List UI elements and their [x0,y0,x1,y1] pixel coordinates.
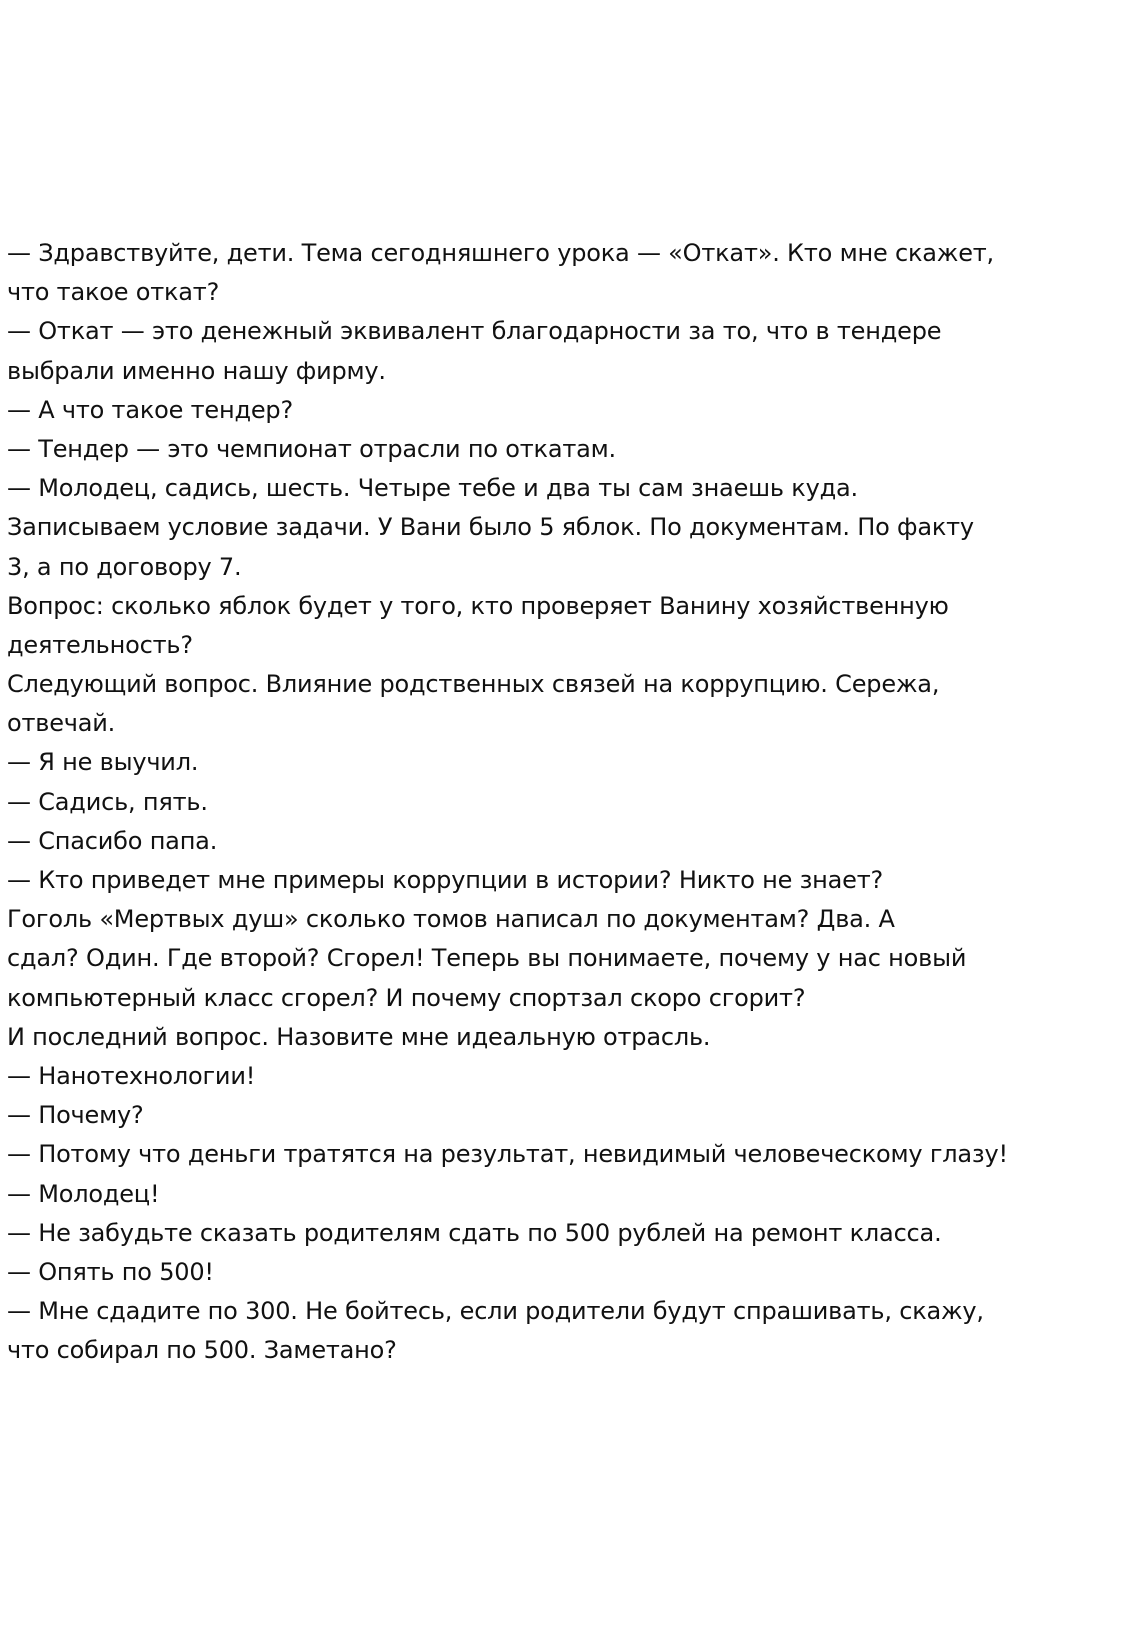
text-line: — Нанотехнологии! [7,1061,256,1090]
text-line: — Здравствуйте, дети. Тема сегодняшнего урока — «Откат». Кто мне скажет, [7,239,994,267]
text-line: Вопрос: сколько яблок будет у того, кто проверяет Ванину хозяйственную [7,591,949,620]
text-line: — Откат — это денежный эквивалент благодарности за то, что в тендере [7,317,942,346]
text-line: Гоголь «Мертвых душ» сколько томов написал по документам? Два. А [7,905,895,934]
text-line: — Молодец, садись, шесть. Четыре тебе и два ты сам знаешь куда. [7,474,858,503]
text-line: — Молодец! [7,1179,160,1208]
text-line: — Потому что деньги тратятся на результат, невидимый человеческому глазу! [7,1140,1008,1169]
text-line: — Не забудьте сказать родителям сдать по 500 рублей на ремонт класса. [7,1218,942,1247]
text-line: Записываем условие задачи. У Вани было 5 яблок. По документам. По факту [7,513,974,542]
text-line: И последний вопрос. Назовите мне идеальную отрасль. [7,1022,711,1051]
text-line: сдал? Один. Где второй? Сгорел! Теперь вы понимаете, почему у нас новый [7,944,967,973]
text-line: — Спасибо папа. [7,826,218,855]
text-line: компьютерный класс сгорел? И почему спортзал скоро сгорит? [7,983,806,1012]
text-line: — А что такое тендер? [7,395,293,424]
text-line: отвечай. [7,709,116,738]
text-line: что собирал по 500. Заметано? [7,1336,397,1365]
document-text [7,234,1107,1370]
text-line: — Кто приведет мне примеры коррупции в истории? Никто не знает? [7,866,884,894]
text-line: — Я не выучил. [7,748,199,777]
text-line: — Садись, пять. [7,787,208,816]
text-line: что такое откат? [7,278,220,307]
text-line: — Тендер — это чемпионат отрасли по откатам. [7,434,616,463]
text-line: 3, а по договору 7. [7,552,242,581]
text-line: — Опять по 500! [7,1257,214,1286]
text-line: — Почему? [7,1101,144,1130]
text-line: Следующий вопрос. Влияние родственных связей на коррупцию. Сережа, [7,670,940,699]
text-line: выбрали именно нашу фирму. [7,356,386,385]
text-line: — Мне сдадите по 300. Не бойтесь, если родители будут спрашивать, скажу, [7,1297,984,1326]
text-line: деятельность? [7,630,193,659]
